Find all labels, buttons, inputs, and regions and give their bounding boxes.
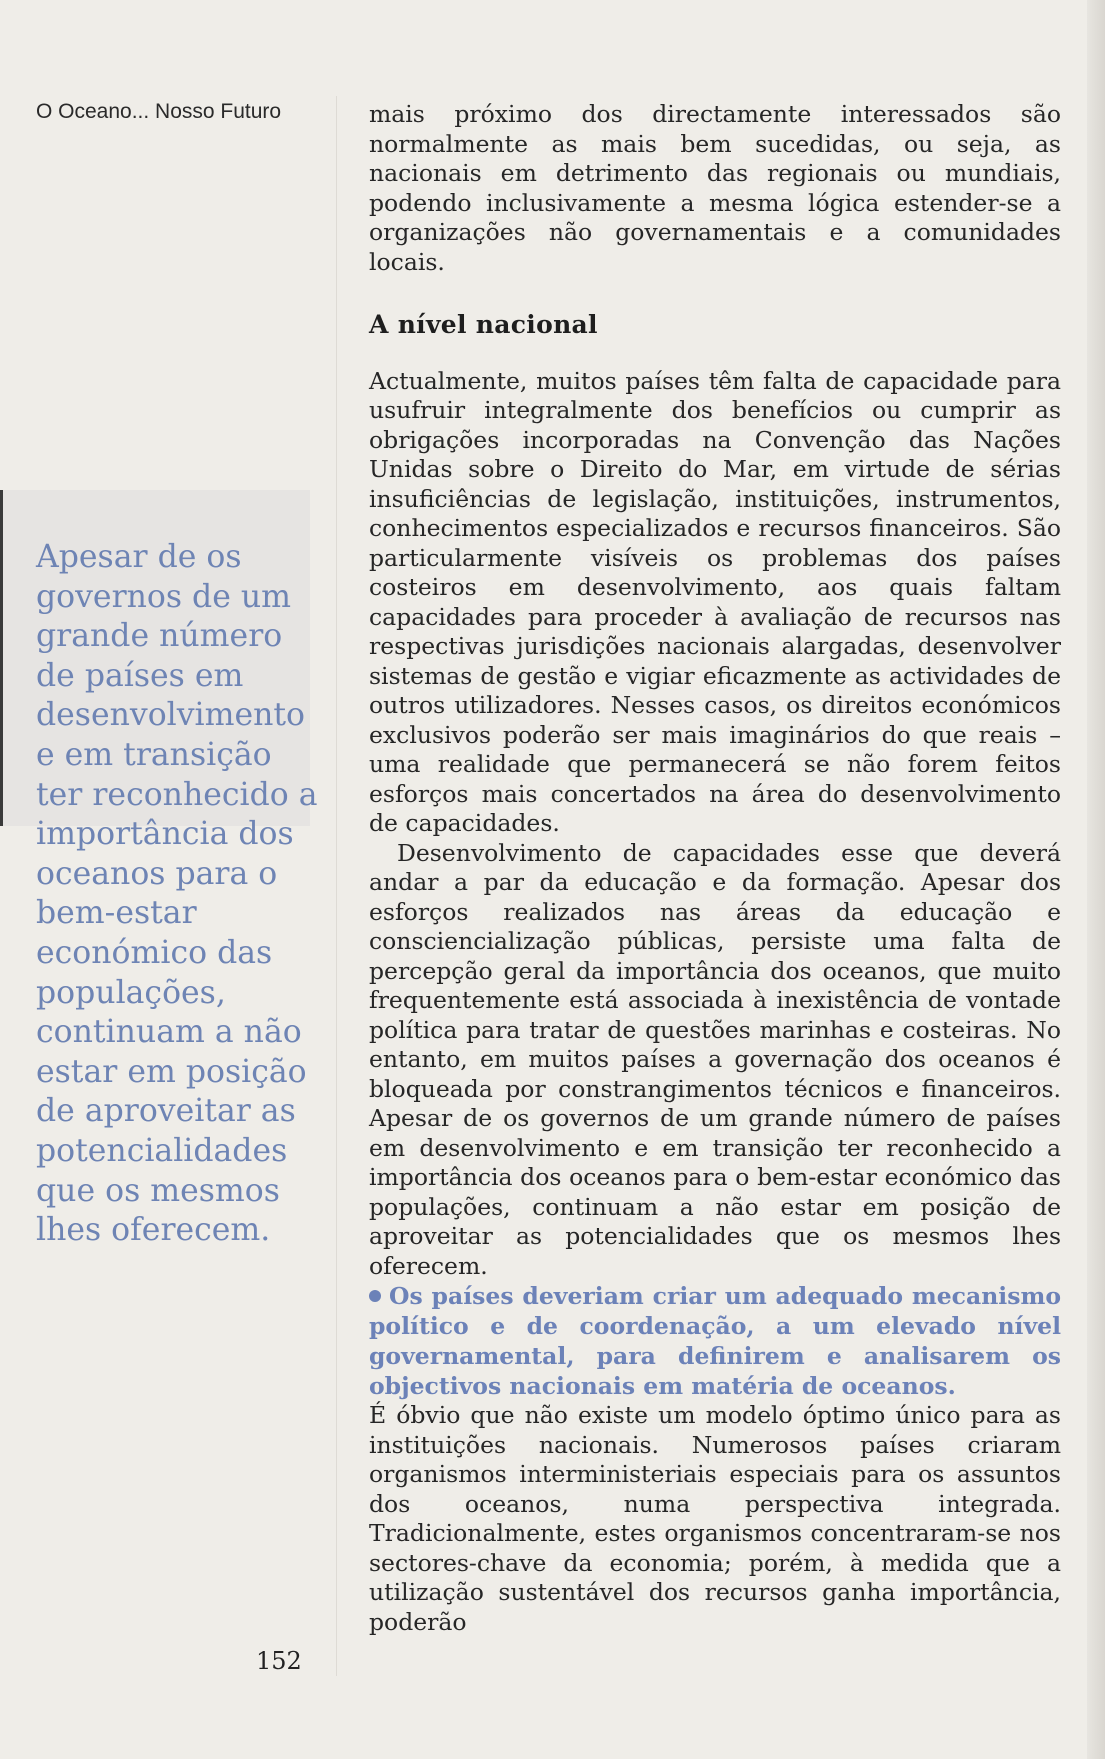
- paragraph-desenvolvimento: Desenvolvimento de capacidades esse que deverá andar a par da educação e da formação. Apesar dos esforços realizados nas áreas da educação e consciencialização públicas, persiste uma falta de percepção geral da importância dos oceanos, que muito frequentemente está associada à inexistência de vontade política para tratar de questões marinhas e costeiras. No entanto, em muitos países a governação dos oceanos é bloqueada por constrangimentos técnicos e financeiros. Apesar de os governos de um grande número de países em desenvolvimento e em transição ter reconhecido a importância dos oceanos para o bem-estar económico das populações, continuam a não estar em posição de aproveitar as potencialidades que os mesmos lhes oferecem.: [369, 838, 1061, 1280]
- page-gutter-shadow: [1087, 0, 1105, 1759]
- recommendation-text: Os países deveriam criar um adequado mecanismo político e de coordenação, a um elevado nível governamental, para definirem e analisarem os objectivos nacionais em matéria de oceanos.: [369, 1282, 1061, 1400]
- section-heading: A nível nacional: [369, 310, 598, 339]
- main-text-column: [369, 100, 1061, 1637]
- paragraph-intro: mais próximo dos directamente interessados são normalmente as mais bem sucedidas, ou seja, as nacionais em detrimento das regionais ou mundiais, podendo inclusivamente a mesma lógica estender-se a organizações não governamentais e a comunidades locais.: [369, 100, 1061, 276]
- recommendation: [369, 1281, 1061, 1401]
- column-divider: [336, 96, 337, 1676]
- pullquote: Apesar de os governos de um grande número de países em desenvolvimento e em transição ter reconhecido a importância dos oceanos para o bem-estar económico das populações, continuam a não estar em posição de aproveitar as potencialidades que os mesmos lhes oferecem.: [36, 539, 318, 1249]
- paragraph-obvio: É óbvio que não existe um modelo óptimo único para as instituições nacionais. Numerosos países criaram organismos interministeriais especiais para os assuntos dos oceanos, numa perspectiva integrada. Tradicionalmente, estes organismos concentraram-se nos sectores-chave da economia; porém, à medida que a utilização sustentável dos recursos ganha importância, poderão: [369, 1401, 1061, 1636]
- page-number: 152: [256, 1647, 302, 1675]
- running-header: O Oceano... Nosso Futuro: [36, 100, 282, 123]
- pullquote-edge: [0, 490, 3, 826]
- paragraph-actualmente: Actualmente, muitos países têm falta de capacidade para usufruir integralmente dos benefícios ou cumprir as obrigações incorporadas na Convenção das Nações Unidas sobre o Direito do Mar, em virtude de sérias insuficiências de legislação, instituições, instrumentos, conhecimentos especializados e recursos financeiros. São particularmente visíveis os problemas dos países costeiros em desenvolvimento, aos quais faltam capacidades para proceder à avaliação de recursos nas respectivas jurisdições nacionais alargadas, desenvolver sistemas de gestão e vigiar eficazmente as actividades de outros utilizadores. Nesses casos, os direitos económicos exclusivos poderão ser mais imaginários do que reais – uma realidade que permanecerá se não forem feitos esforços mais concertados na área do desenvolvimento de capacidades.: [369, 366, 1061, 837]
- bullet-icon: [369, 1290, 381, 1302]
